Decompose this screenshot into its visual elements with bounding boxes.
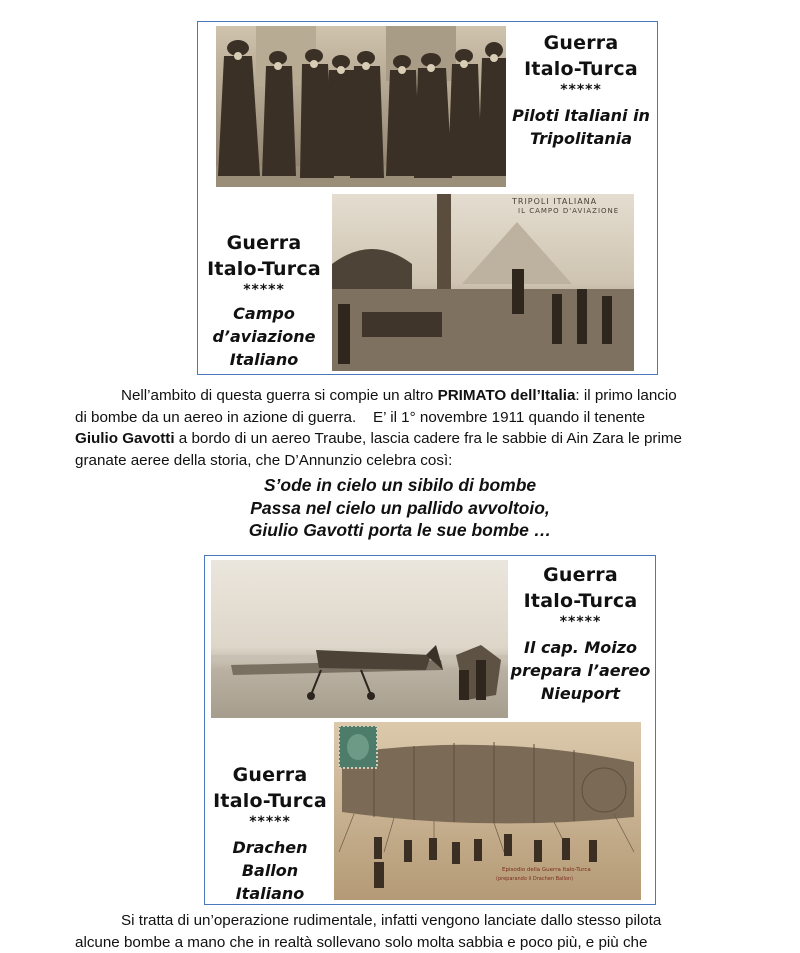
caption-title-line2: Italo-Turca — [213, 790, 327, 812]
caption-desc-line1: Il cap. Moizo — [523, 638, 638, 657]
caption-desc-line2: prepara l’aereo — [510, 661, 651, 680]
poem-line: Giulio Gavotti porta le sue bombe … — [248, 520, 552, 540]
paragraph-line: di bombe da un aereo in azione di guerra. E’ il 1° novembre 1911 quando il tenente — [75, 408, 646, 426]
caption-title-line1: Guerra — [543, 564, 618, 586]
caption-title-line1: Guerra — [543, 32, 619, 54]
caption-title-line1: Guerra — [232, 764, 308, 786]
caption-title-line1: Guerra — [226, 232, 302, 254]
poem-line: Passa nel cielo un pallido avvoltoio, — [250, 497, 550, 518]
caption-desc-line2: d’aviazione — [212, 327, 316, 346]
photo-aviation-camp — [332, 194, 634, 371]
text-span: Nell’ambito di questa guerra si compie un altro — [121, 387, 438, 404]
caption-drachen — [207, 762, 333, 905]
body-paragraph-1 — [75, 385, 723, 471]
caption-desc-line3: Italiano — [229, 350, 299, 369]
photo-header-line2: IL CAMPO D'AVIAZIONE — [518, 207, 620, 215]
poem-quote — [0, 474, 800, 542]
paragraph-line: granate aeree della storia, che D’Annunzio celebra così: — [75, 451, 453, 469]
caption-stars: ***** — [559, 614, 602, 630]
caption-desc-line1: Piloti Italiani in — [512, 106, 650, 125]
text-span: : il primo lancio — [575, 387, 677, 404]
caption-desc-line2: Tripolitania — [529, 129, 633, 148]
photo-nieuport-aeroplane — [211, 560, 508, 718]
photo-pilots-group — [216, 26, 506, 187]
text-span: a bordo di un aereo Traube, lascia cadere fra le sabbie di Ain Zara le prime — [174, 430, 682, 447]
paragraph-line — [75, 428, 723, 450]
bold-text-gavotti: Giulio Gavotti — [75, 430, 175, 447]
caption-moizo — [508, 562, 653, 705]
caption-desc-line2: Ballon Italiano — [235, 861, 305, 903]
caption-desc-line1: Drachen — [232, 838, 308, 857]
caption-desc-line3: Nieuport — [540, 684, 621, 703]
paragraph-line — [75, 385, 723, 407]
caption-title-line2: Italo-Turca — [523, 590, 638, 612]
poem-line: S’ode in cielo un sibilo di bombe — [263, 475, 537, 495]
photo-drachen-balloon — [334, 722, 641, 900]
caption-stars: ***** — [243, 282, 285, 298]
paragraph-line: Si tratta di un’operazione rudimentale, infatti vengono lanciate dallo stesso pilota — [121, 912, 662, 929]
photo-box-tripolitania — [197, 21, 658, 375]
postcard-caption-line1: Episodio della Guerra Italo-Turca — [502, 867, 591, 873]
caption-desc-line1: Campo — [233, 304, 295, 323]
caption-title-line2: Italo-Turca — [524, 58, 638, 80]
caption-stars: ***** — [249, 814, 291, 830]
body-paragraph-2 — [75, 910, 723, 953]
caption-piloti — [506, 30, 656, 150]
caption-title-line2: Italo-Turca — [207, 258, 321, 280]
caption-stars: ***** — [560, 82, 602, 98]
postcard-caption-line2: (preparando il Drachen Ballon) — [496, 876, 574, 882]
caption-campo — [202, 230, 326, 371]
paragraph-line: alcune bombe a mano che in realtà sollevano solo molta sabbia e poco più, e più che — [75, 933, 648, 951]
photo-header-line1: TRIPOLI ITALIANA — [512, 197, 598, 206]
photo-box-moizo — [204, 555, 656, 905]
bold-text-primato: PRIMATO dell’Italia — [437, 387, 576, 404]
